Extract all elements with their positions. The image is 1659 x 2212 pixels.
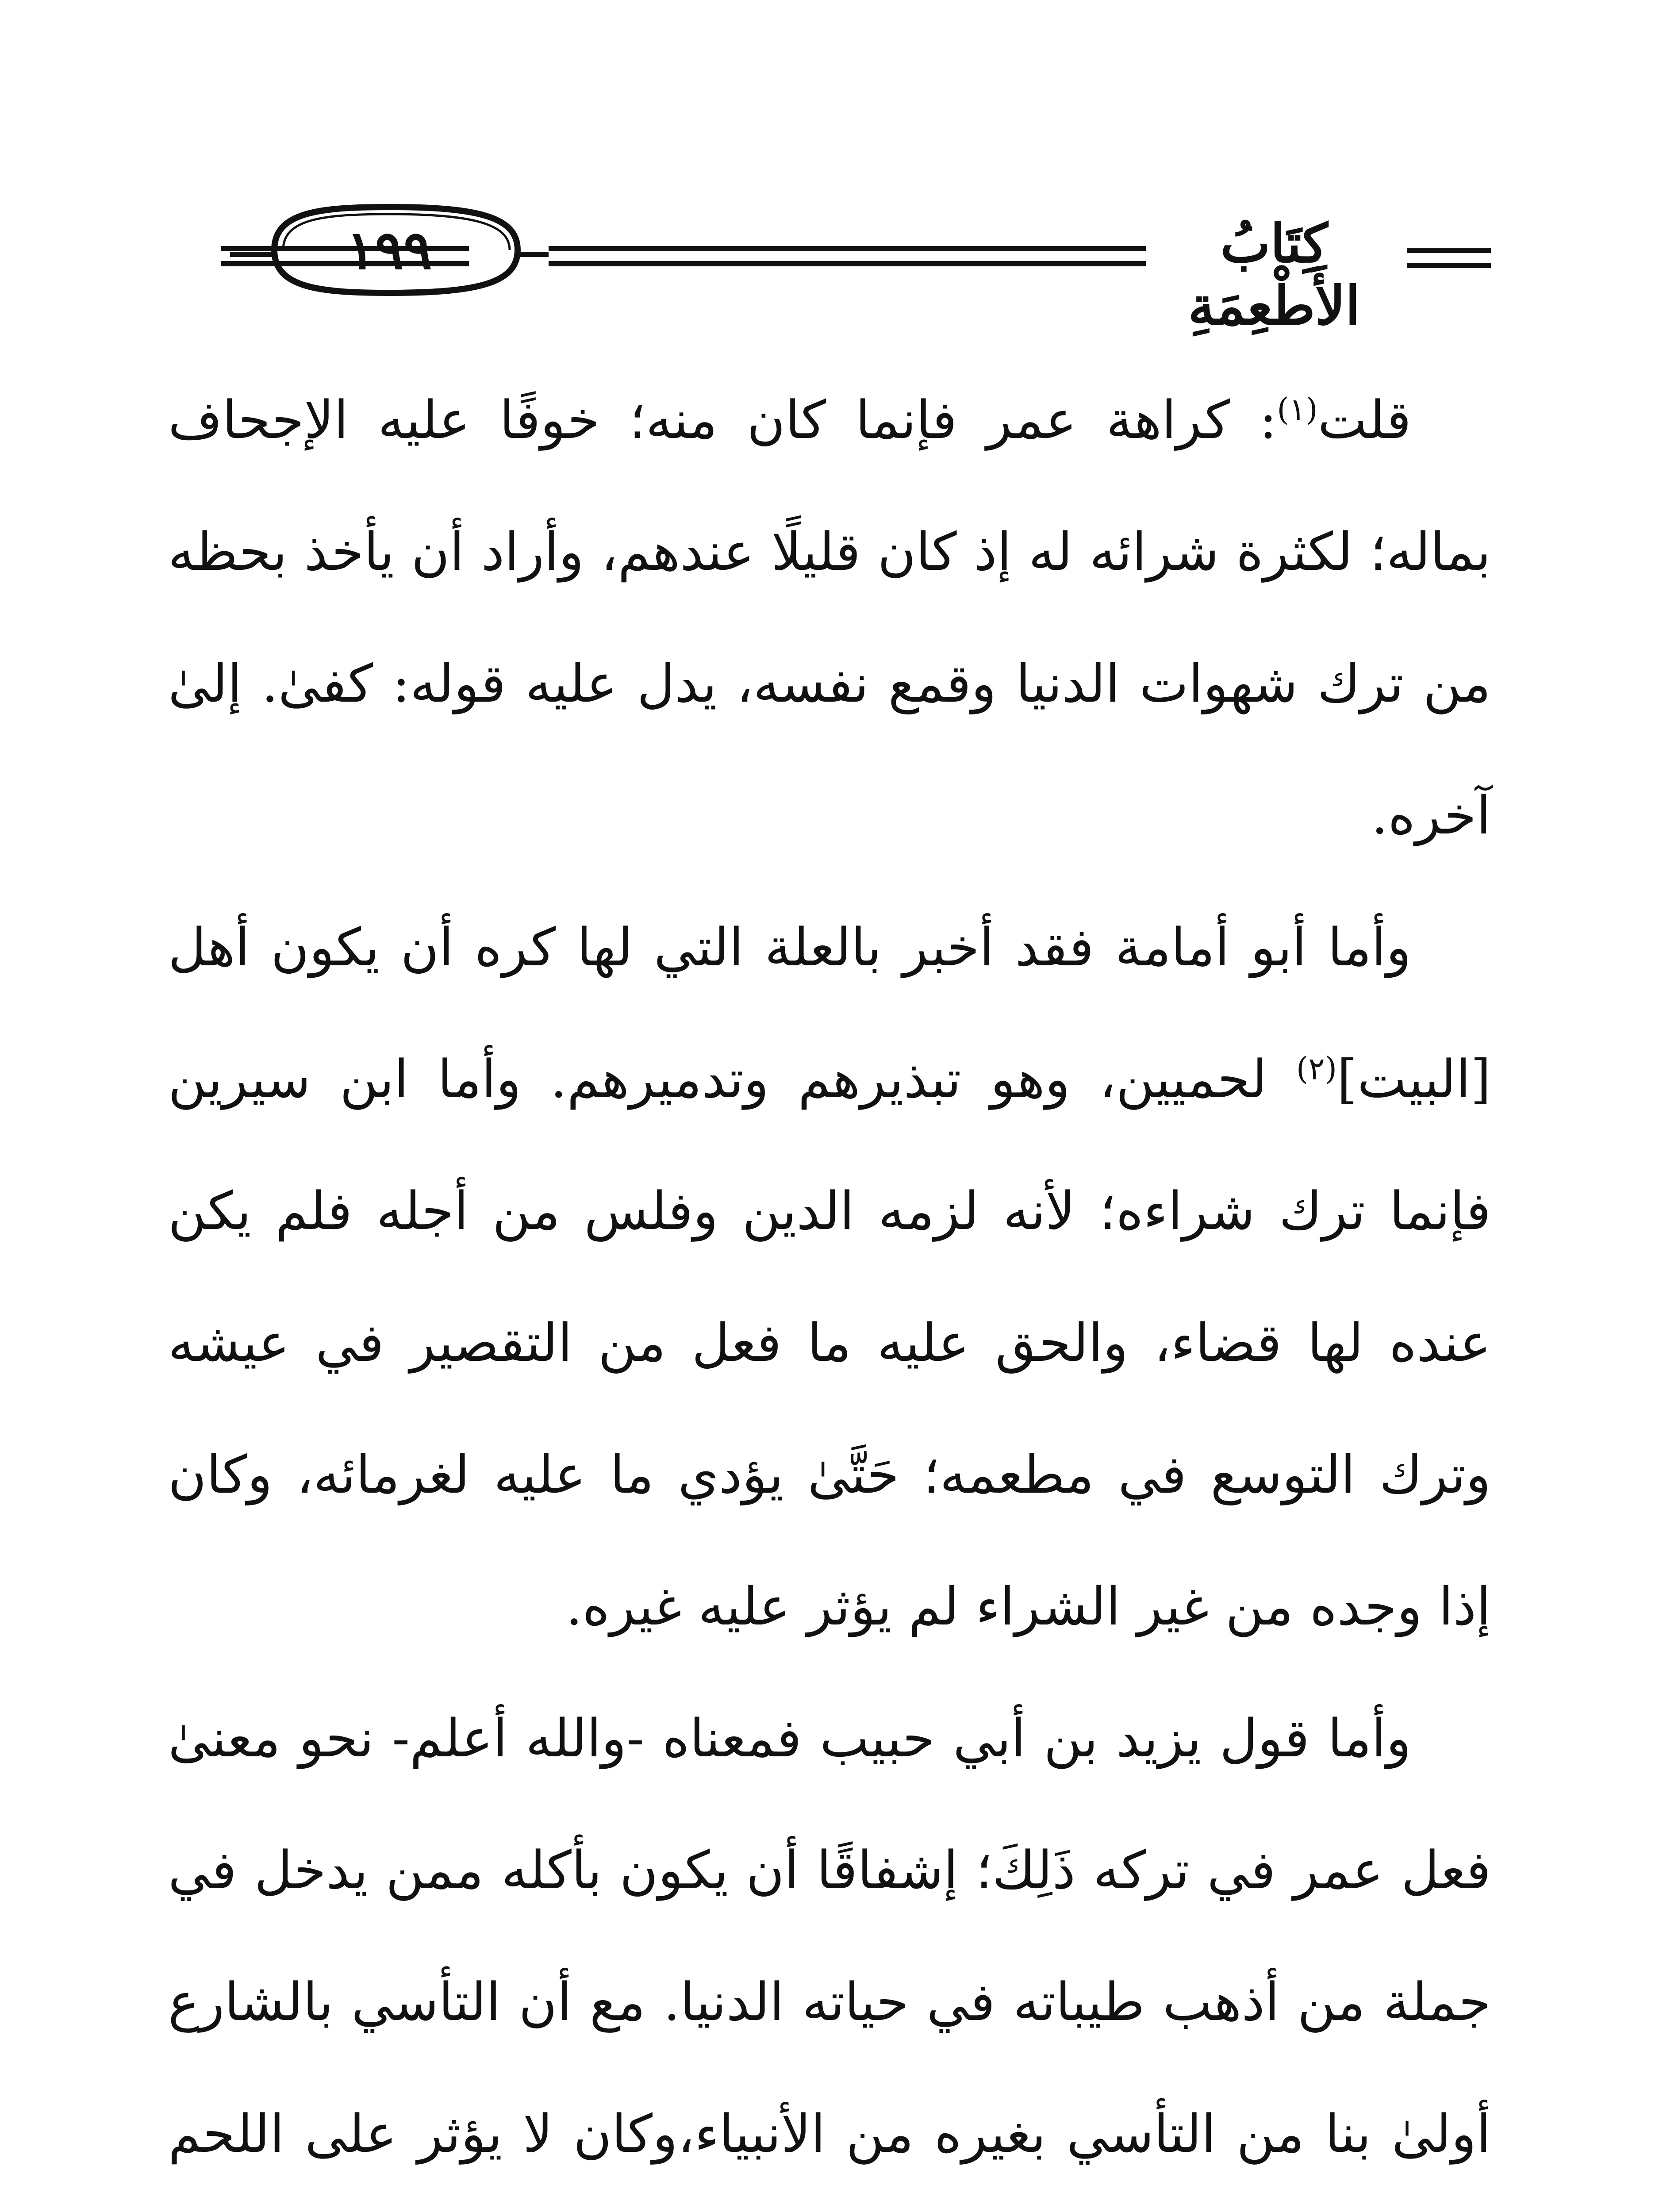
header-rule-middle (549, 246, 1146, 266)
paragraph-1-text: : كراهة عمر فإنما كان منه؛ خوفًا عليه الإجحاف بماله؛ لكثرة شرائه له إذ كان قليلًا عندهم، وأراد أن يأخذ بحظه من ترك شهوات الدنيا وقمع نفسه، يدل عليه قوله: كفىٰ. إلىٰ آخره. (168, 389, 1491, 846)
paragraph-2 (168, 881, 1491, 1672)
book-title: كِتَابُ الأَطْعِمَةِ (1188, 212, 1360, 337)
paragraph-1-lead: قلت (1317, 389, 1411, 450)
paragraph-2-after: لحميين، وهو تبذيرهم وتدميرهم. وأما ابن سيرين فإنما ترك شراءه؛ لأنه لزمه الدين وفلس من أجله فلم يكن عنده لها قضاء، والحق عليه ما فعل من التقصير في عيشه وترك التوسع في مطعمه؛ حَتَّىٰ يؤدي ما عليه لغرمائه، وكان إذا وجده من غير الشراء لم يؤثر عليه غيره. (168, 1048, 1491, 1637)
paragraph-3-text: وأما قول يزيد بن أبي حبيب فمعناه -والله أعلم- نحو معنىٰ فعل عمر في تركه ذَلِكَ؛ إشفاقًا أن يكون بأكله ممن يدخل في جملة من أذهب طيباته في حياته الدنيا. مع أن التأسي بالشارع أولىٰ بنا من التأسي بغيره من الأنبياء،وكان لا يؤثر على اللحم (168, 1708, 1491, 2164)
paragraph-1 (168, 354, 1491, 881)
page-number: ١٩٩ (346, 219, 432, 281)
page-number-badge (230, 199, 549, 301)
footnote-ref-1[interactable]: (١) (1277, 391, 1318, 428)
footnote-ref-2[interactable]: (٢) (1296, 1050, 1337, 1087)
page-header (168, 195, 1491, 337)
main-text (168, 354, 1491, 2212)
header-rule-right (1407, 248, 1491, 268)
paragraph-3 (168, 1672, 1491, 2212)
paragraph-2-before: وأما أبو أمامة فقد أخبر بالعلة التي لها كره أن يكون أهل [البيت] (168, 917, 1491, 1110)
